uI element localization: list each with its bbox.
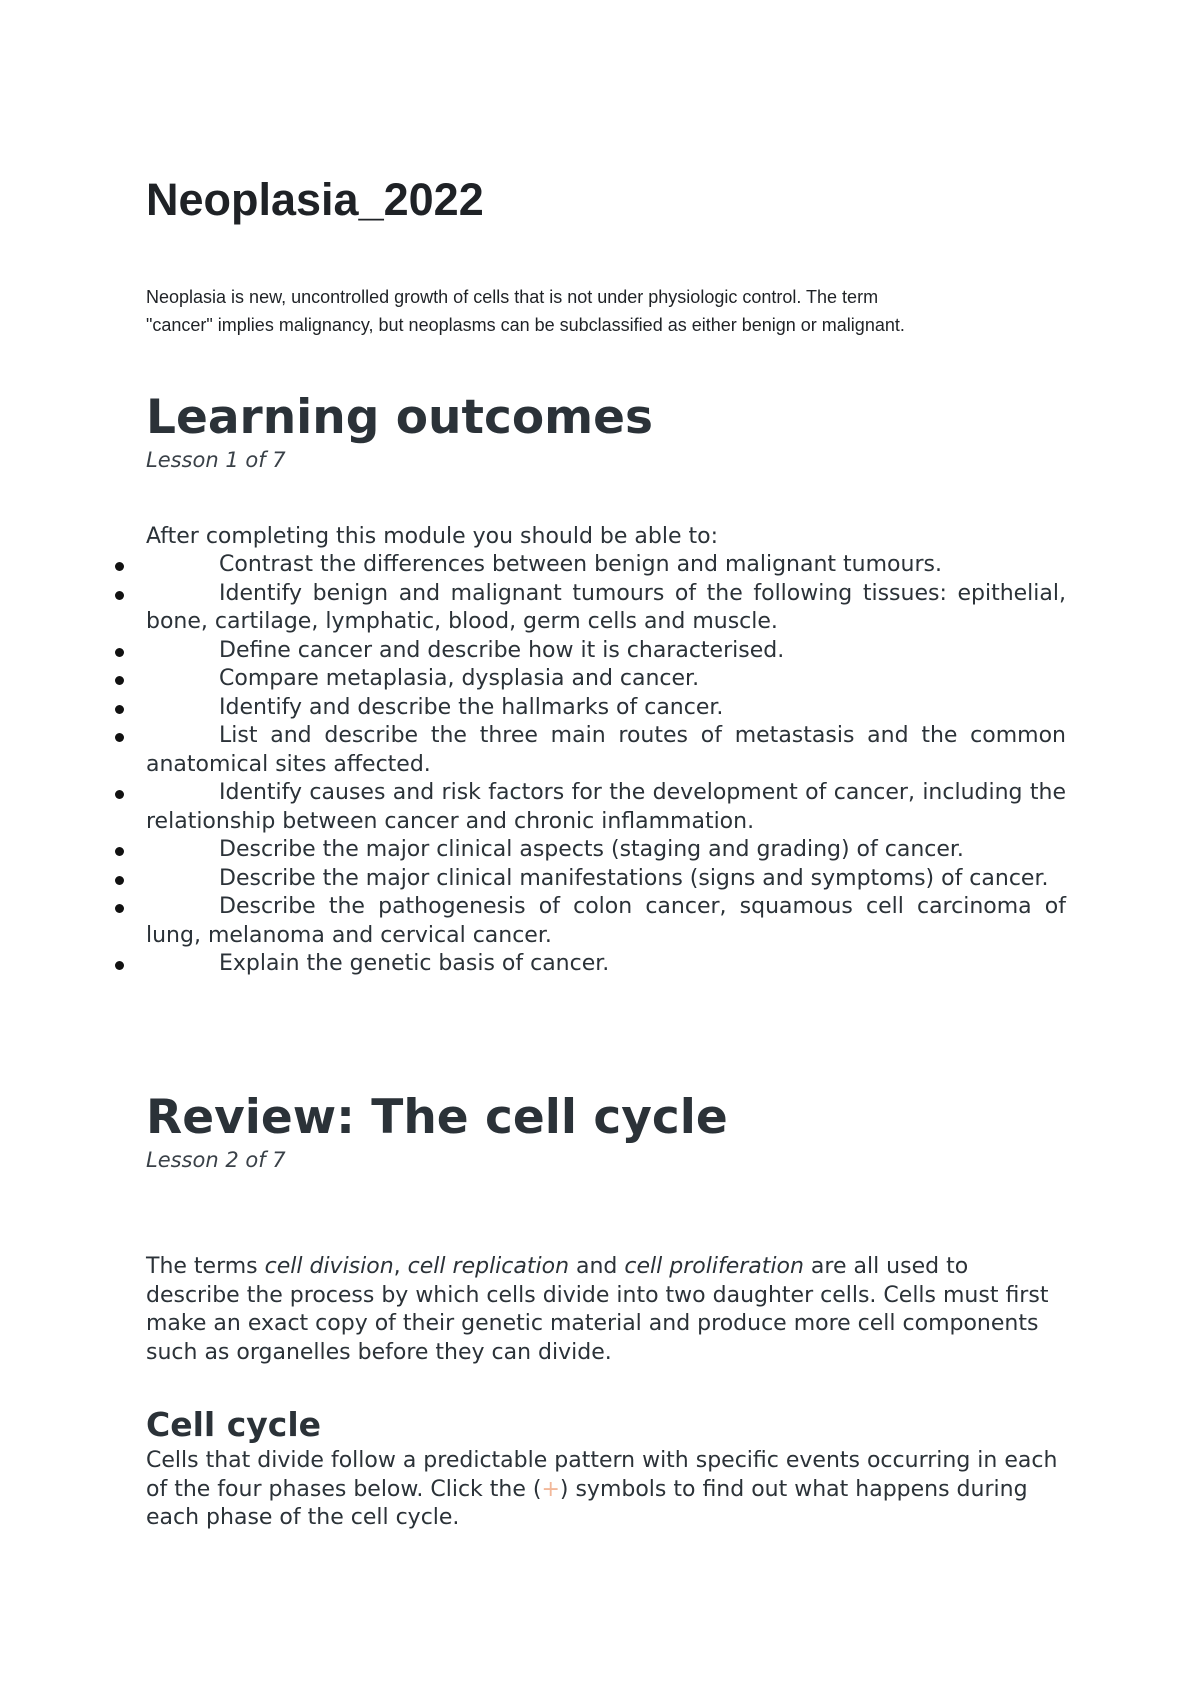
- bullet-icon: [115, 676, 124, 685]
- list-item: [146, 665, 1066, 694]
- paragraph-text: The terms: [146, 1254, 265, 1279]
- cell-cycle-heading: Cell cycle: [146, 1405, 322, 1444]
- term-cell-division: cell division: [264, 1254, 394, 1279]
- outcome-text: Identify and describe the hallmarks of cancer.: [219, 694, 724, 720]
- outcome-text: Describe the pathogenesis of colon cancer, squamous cell carcinoma of lung, melanoma and cervical cancer.: [146, 894, 1066, 948]
- intro-line: "cancer" implies malignancy, but neoplasms can be subclassified as either benign or malignant.: [146, 315, 905, 335]
- bullet-icon: [115, 904, 124, 913]
- bullet-icon: [115, 733, 124, 742]
- outcome-text: Identify benign and malignant tumours of the following tissues: epithelial, bone, cartilage, lymphatic, blood, germ cells and muscle.: [146, 580, 1066, 634]
- list-item: [146, 836, 1066, 865]
- plus-icon: +: [541, 1476, 560, 1502]
- list-item: [146, 722, 1066, 779]
- document-title: Neoplasia_2022: [146, 174, 484, 225]
- outcome-text: List and describe the three main routes of metastasis and the common anatomical sites affected.: [146, 723, 1066, 777]
- list-item: [146, 893, 1066, 950]
- outcome-text: Describe the major clinical aspects (staging and grading) of cancer.: [219, 837, 964, 862]
- lesson-2-subheading: Lesson 2 of 7: [146, 1148, 286, 1172]
- outcome-text: Describe the major clinical manifestations (signs and symptoms) of cancer.: [219, 865, 1049, 891]
- term-cell-proliferation: cell proliferation: [624, 1254, 804, 1279]
- lesson-1-header: [146, 390, 1066, 474]
- bullet-icon: [115, 876, 124, 885]
- outcome-text: Contrast the differences between benign and malignant tumours.: [219, 552, 942, 577]
- outcome-text: Identify causes and risk factors for the development of cancer, including the relationship between cancer and chronic inflammation.: [146, 780, 1066, 834]
- bullet-icon: [115, 790, 124, 799]
- bullet-icon: [115, 961, 124, 970]
- outcomes-lead: After completing this module you should be able to:: [146, 524, 719, 549]
- bullet-icon: [115, 705, 124, 714]
- list-item: [146, 580, 1066, 637]
- intro-paragraph: [146, 283, 1046, 339]
- paragraph-text: and: [569, 1254, 625, 1279]
- list-item: [146, 779, 1066, 836]
- bullet-icon: [115, 562, 124, 571]
- lesson-1-subheading: Lesson 1 of 7: [146, 448, 286, 472]
- paragraph-text: Cells that divide follow a predictable pattern with specific events occurring in each of the four phases below. Click the (: [146, 1448, 1058, 1502]
- outcome-text: Compare metaplasia, dysplasia and cancer.: [219, 666, 700, 691]
- outcome-text: Explain the genetic basis of cancer.: [219, 951, 610, 976]
- list-item: [146, 950, 1066, 979]
- list-item: [146, 694, 1066, 723]
- lesson-2-header: [146, 1090, 1066, 1174]
- outcomes-list: [146, 551, 1066, 979]
- bullet-icon: [115, 648, 124, 657]
- term-cell-replication: cell replication: [407, 1254, 570, 1279]
- lesson-1-heading: Learning outcomes: [146, 390, 653, 445]
- list-item: [146, 865, 1066, 894]
- cell-division-paragraph: [146, 1253, 1066, 1367]
- paragraph-text: ,: [393, 1254, 408, 1279]
- paragraph-text: ) symbols to find out what happens during each phase of the cell cycle.: [146, 1476, 1028, 1530]
- outcome-text: Define cancer and describe how it is characterised.: [219, 637, 785, 663]
- cell-cycle-paragraph: [146, 1447, 1066, 1533]
- paragraph-text: are all used to describe the process by which cells divide into two daughter cells. Cells must first make an exact copy of their genetic material and produce more cell components such as organelles before they can divide.: [146, 1254, 1049, 1365]
- bullet-icon: [115, 591, 124, 600]
- lesson-2-heading: Review: The cell cycle: [146, 1090, 728, 1145]
- intro-line: Neoplasia is new, uncontrolled growth of cells that is not under physiologic control. The term: [146, 287, 879, 307]
- list-item: [146, 637, 1066, 666]
- list-item: [146, 551, 1066, 580]
- bullet-icon: [115, 847, 124, 856]
